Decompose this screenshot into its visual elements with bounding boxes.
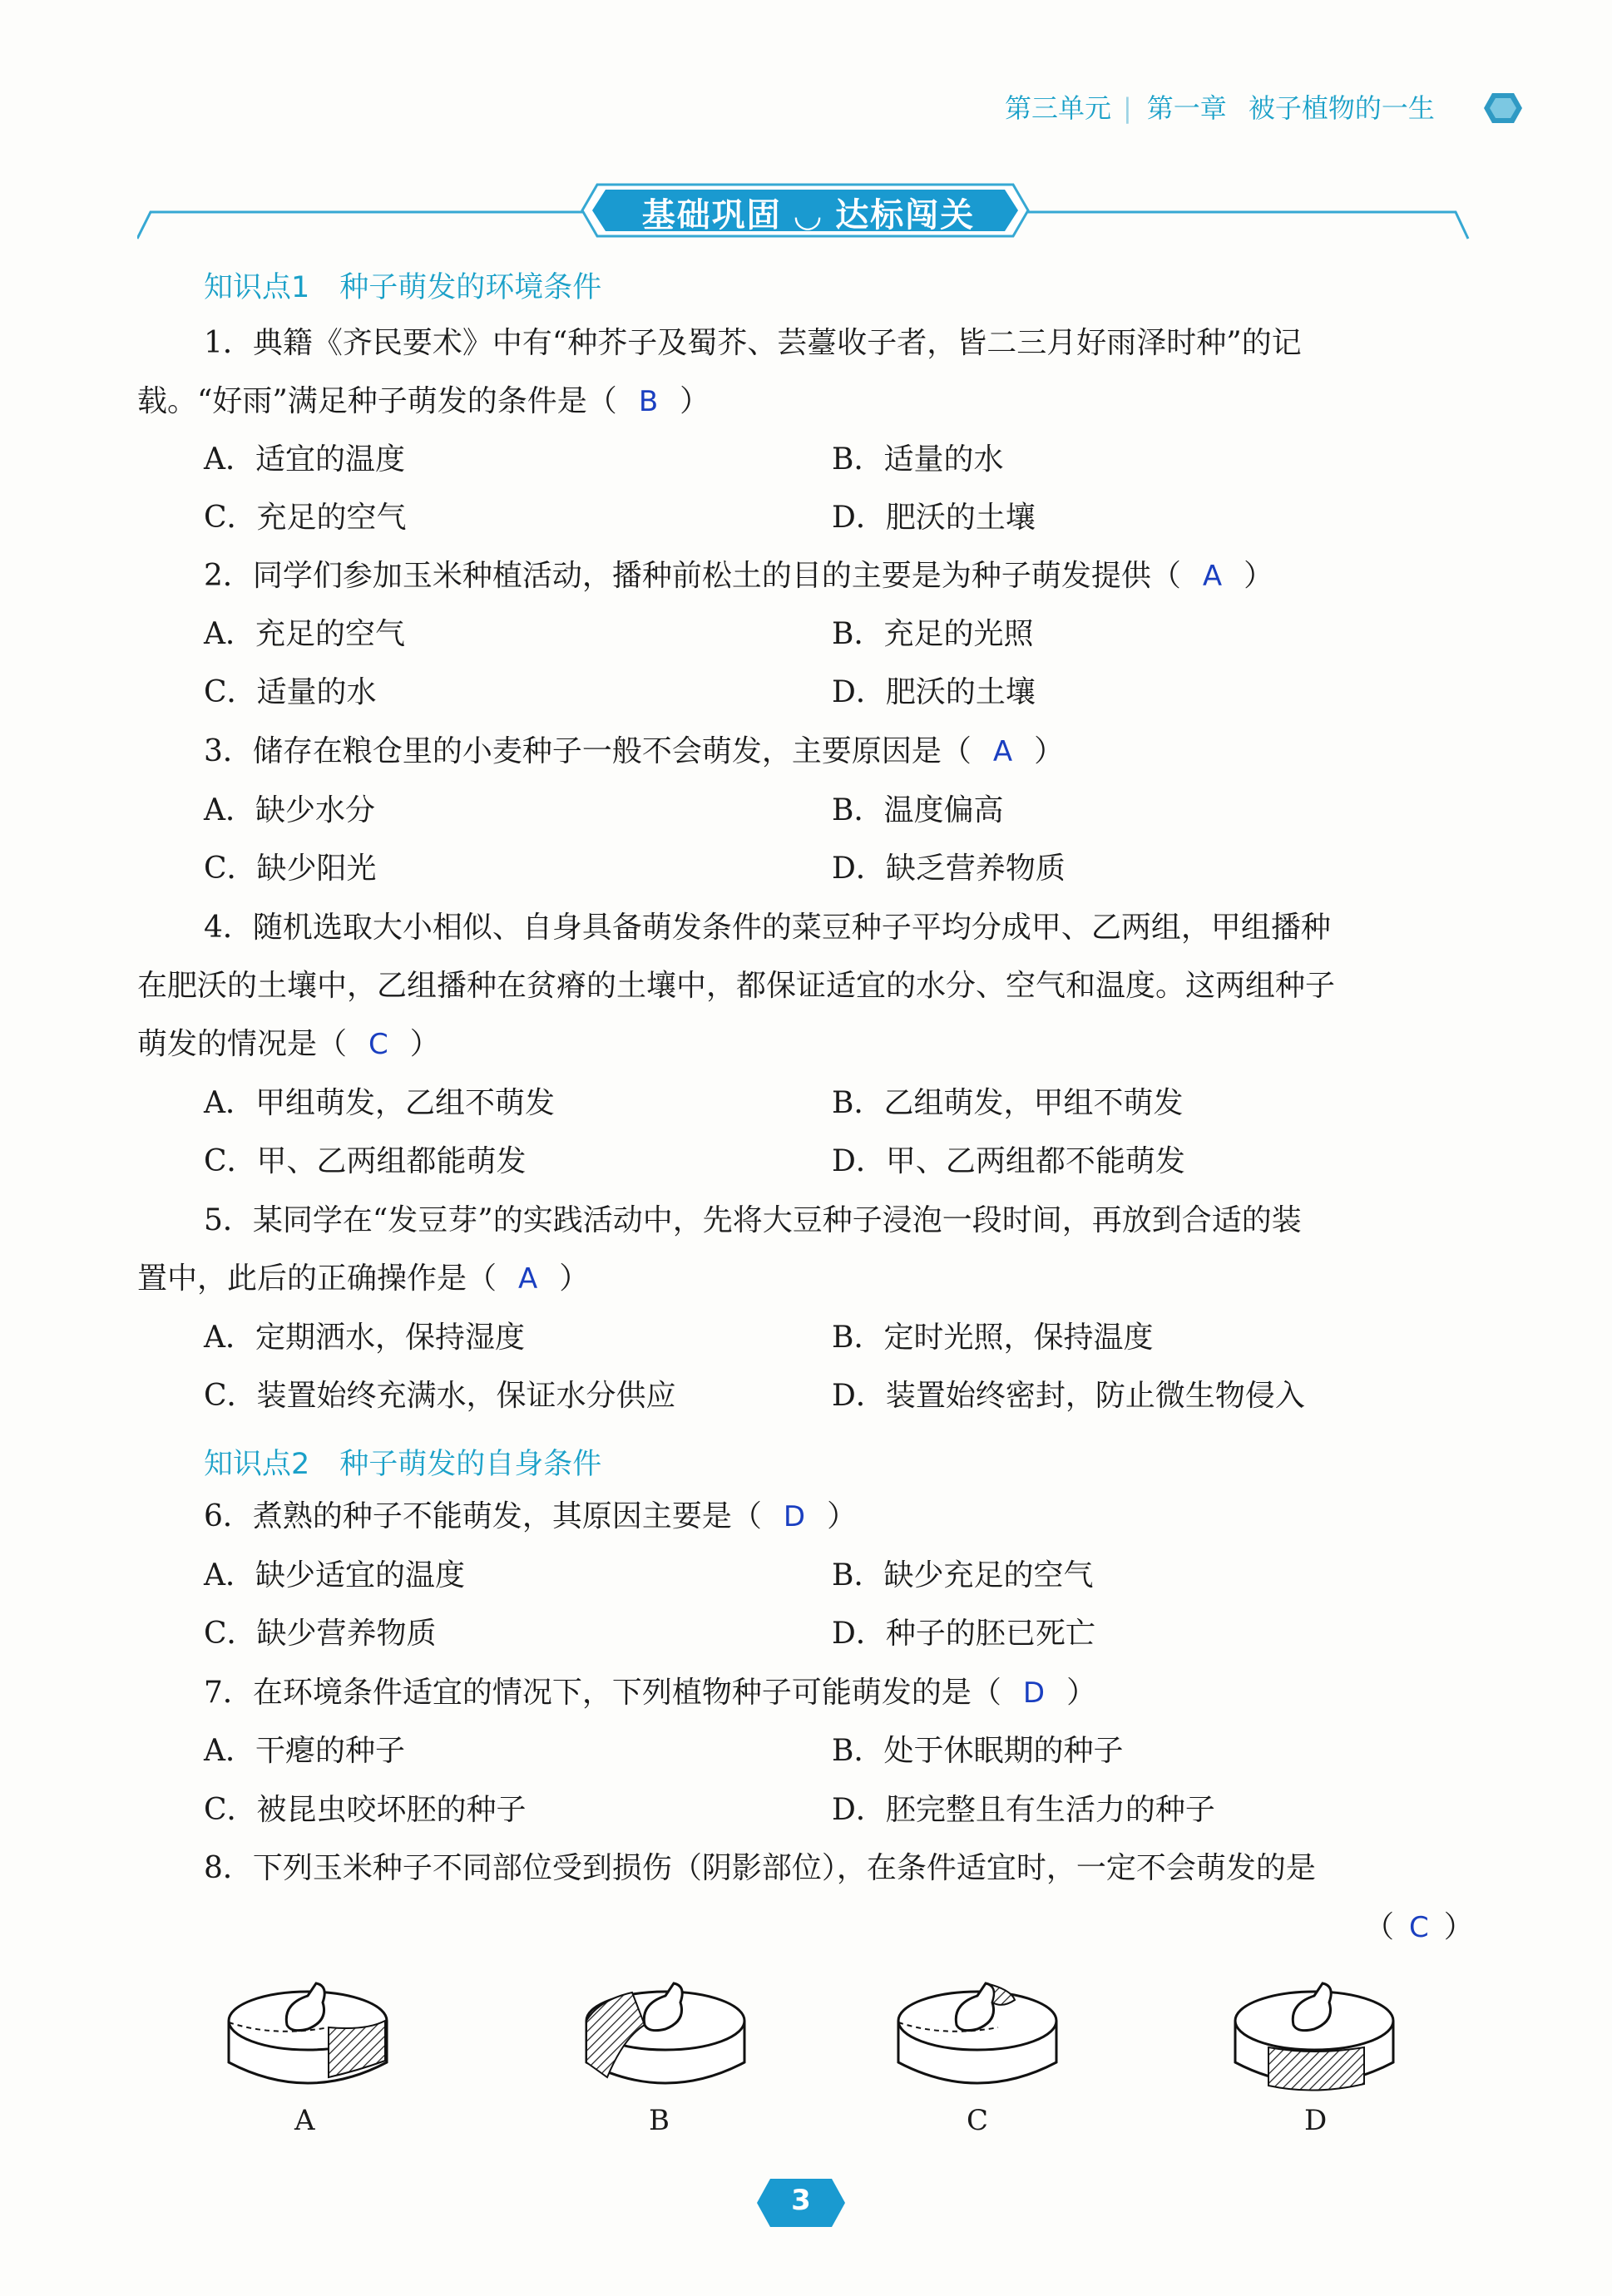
q3-option-c: C．缺少阳光 xyxy=(204,852,377,886)
q1-stem-line1: 1．典籍《齐民要术》中有“种芥子及蜀芥、芸薹收子者，皆二三月好雨泽时种”的记 xyxy=(204,326,1302,360)
section-1-heading xyxy=(204,264,601,306)
q6-stem: 6．煮熟的种子不能萌发，其原因主要是（ D ） xyxy=(204,1499,858,1533)
q1-answer: B xyxy=(638,385,659,418)
banner-title: 基础巩固 ◡ 达标闯关 xyxy=(641,196,976,235)
q2-answer: A xyxy=(1202,560,1223,593)
q7-option-c: C．被昆虫咬坏胚的种子 xyxy=(204,1793,527,1827)
q4-stem-line2: 在肥沃的土壤中，乙组播种在贫瘠的土壤中，都保证适宜的水分、空气和温度。这两组种子 xyxy=(137,969,1336,1003)
seed-figure-c xyxy=(894,1979,1061,2096)
q3-answer: A xyxy=(992,735,1013,768)
q4-answer: C xyxy=(368,1028,388,1061)
q6-option-c: C．缺少营养物质 xyxy=(204,1617,437,1651)
section-2-heading xyxy=(204,1441,601,1483)
q6-option-b: B．缺少充足的空气 xyxy=(832,1558,1094,1592)
q5-option-d: D．装置始终密封，防止微生物侵入 xyxy=(832,1379,1305,1413)
q5-stem-line2: 置中，此后的正确操作是（ A ） xyxy=(137,1262,590,1296)
q5-answer: A xyxy=(518,1262,538,1296)
running-header: 第三单元 | 第一章 被子植物的一生 xyxy=(1005,92,1435,124)
q6-answer: D xyxy=(783,1500,806,1533)
hexagon-icon xyxy=(1482,91,1524,125)
q3-option-a: A．缺少水分 xyxy=(204,793,375,827)
q7-option-a: A．干瘪的种子 xyxy=(204,1734,405,1768)
q6-option-d: D．种子的胚已死亡 xyxy=(832,1617,1095,1651)
seed-figure-b xyxy=(582,1979,749,2096)
q2-stem: 2．同学们参加玉米种植活动，播种前松土的目的主要是为种子萌发提供（ A ） xyxy=(204,559,1274,593)
q4-stem-line1: 4．随机选取大小相似、自身具备萌发条件的菜豆种子平均分成甲、乙两组，甲组播种 xyxy=(204,911,1331,945)
q1-option-d: D．肥沃的土壤 xyxy=(832,501,1036,535)
q6-option-a: A．缺少适宜的温度 xyxy=(204,1558,465,1592)
q2-option-c: C．适量的水 xyxy=(204,675,377,709)
q2-option-d: D．肥沃的土壤 xyxy=(832,675,1036,709)
q7-option-b: B．处于休眠期的种子 xyxy=(832,1734,1124,1768)
seed-label-b: B xyxy=(649,2104,670,2137)
q8-answer-bracket: （ C ） xyxy=(1364,1910,1474,1944)
q4-stem-line3: 萌发的情况是（ C ） xyxy=(137,1027,440,1061)
q5-stem-line1: 5．某同学在“发豆芽”的实践活动中，先将大豆种子浸泡一段时间，再放到合适的装 xyxy=(204,1203,1302,1237)
q4-option-a: A．甲组萌发，乙组不萌发 xyxy=(204,1086,555,1120)
seed-label-a: A xyxy=(294,2104,315,2137)
q1-option-a: A．适宜的温度 xyxy=(204,442,405,476)
q4-option-b: B．乙组萌发，甲组不萌发 xyxy=(832,1086,1184,1120)
q7-answer: D xyxy=(1022,1676,1046,1710)
section-2-title: 种子萌发的自身条件 xyxy=(339,1448,602,1481)
q5-option-c: C．装置始终充满水，保证水分供应 xyxy=(204,1379,676,1413)
header-chapter: 第一章 xyxy=(1146,92,1227,124)
header-title: 被子植物的一生 xyxy=(1248,92,1435,124)
q4-option-c: C．甲、乙两组都能萌发 xyxy=(204,1144,527,1178)
q5-option-b: B．定时光照，保持温度 xyxy=(832,1321,1154,1355)
q3-option-b: B．温度偏高 xyxy=(832,793,1004,827)
section-2-label: 知识点2 xyxy=(204,1448,310,1481)
q1-option-b: B．适量的水 xyxy=(832,442,1004,476)
q1-option-c: C．充足的空气 xyxy=(204,501,407,535)
section-1-title: 种子萌发的环境条件 xyxy=(339,271,602,304)
seed-label-d: D xyxy=(1304,2104,1328,2137)
q1-stem-line2: 载。“好雨”满足种子萌发的条件是（ B ） xyxy=(137,384,710,418)
section-1-label: 知识点1 xyxy=(204,271,310,304)
q7-stem: 7．在环境条件适宜的情况下，下列植物种子可能萌发的是（ D ） xyxy=(204,1676,1097,1710)
seed-label-c: C xyxy=(967,2104,989,2137)
q8-stem: 8．下列玉米种子不同部位受到损伤（阴影部位），在条件适宜时，一定不会萌发的是 xyxy=(204,1851,1316,1885)
q4-option-d: D．甲、乙两组都不能萌发 xyxy=(832,1144,1185,1178)
seed-figure-d xyxy=(1231,1979,1397,2096)
header-unit: 第三单元 xyxy=(1005,92,1112,124)
q2-option-b: B．充足的光照 xyxy=(832,617,1034,651)
q3-stem: 3．储存在粮仓里的小麦种子一般不会萌发，主要原因是（ A ） xyxy=(204,734,1065,768)
seed-figure-a xyxy=(225,1979,391,2096)
q5-option-a: A．定期洒水，保持湿度 xyxy=(204,1321,525,1355)
q2-option-a: A．充足的空气 xyxy=(204,617,405,651)
q7-option-d: D．胚完整且有生活力的种子 xyxy=(832,1793,1215,1827)
q8-answer: C xyxy=(1409,1911,1429,1944)
q3-option-d: D．缺乏营养物质 xyxy=(832,852,1066,886)
page-number: 3 xyxy=(791,2184,811,2217)
